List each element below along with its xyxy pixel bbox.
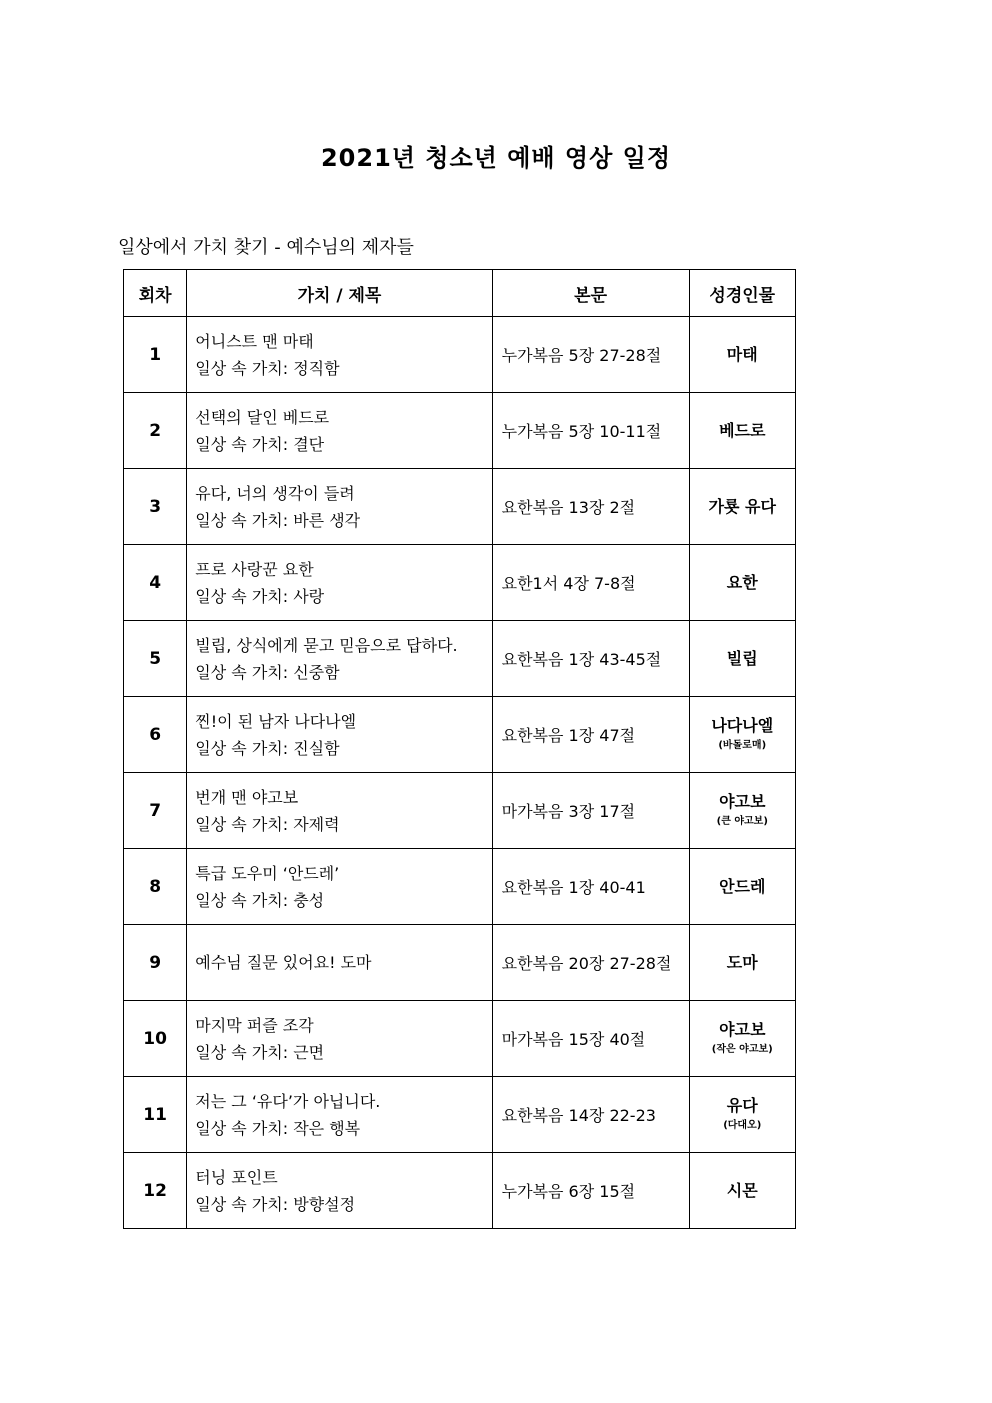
value-title-cell [187, 317, 492, 393]
episode-number: 9 [124, 925, 187, 1001]
bible-figure-name: 빌립 [726, 648, 758, 668]
episode-number: 4 [124, 545, 187, 621]
episode-number: 1 [124, 317, 187, 393]
scripture-reference: 요한복음 20장 27-28절 [492, 925, 689, 1001]
episode-number: 6 [124, 697, 187, 773]
value-title-cell [187, 545, 492, 621]
scripture-reference: 요한복음 1장 40-41 [492, 849, 689, 925]
bible-figure-cell [689, 1153, 795, 1229]
value-title-cell [187, 1077, 492, 1153]
value-title-cell [187, 393, 492, 469]
table-row [124, 1001, 796, 1077]
bible-figure-name: 야고보 [719, 791, 766, 811]
bible-figure-cell [689, 1001, 795, 1077]
table-row [124, 621, 796, 697]
episode-title: 프로 사랑꾼 요한 [195, 559, 314, 579]
bible-figure-cell [689, 469, 795, 545]
episode-title: 유다, 너의 생각이 들려 [195, 483, 355, 503]
value-title-cell [187, 621, 492, 697]
episode-value: 일상 속 가치: 정직함 [195, 358, 340, 378]
episode-number: 5 [124, 621, 187, 697]
page-title: 2021년 청소년 예배 영상 일정 [320, 144, 672, 172]
episode-number: 11 [124, 1077, 187, 1153]
episode-value: 일상 속 가치: 신중함 [195, 662, 340, 682]
table-row [124, 849, 796, 925]
episode-value: 일상 속 가치: 방향설정 [195, 1194, 356, 1214]
scripture-reference: 요한1서 4장 7-8절 [492, 545, 689, 621]
bible-figure-name: 야고보 [719, 1019, 766, 1039]
header-bible-figure: 성경인물 [689, 270, 795, 317]
bible-figure-cell [689, 545, 795, 621]
bible-figure-note: (작은 야고보) [711, 1043, 773, 1055]
schedule-table [123, 269, 796, 1229]
scripture-reference: 누가복음 6장 15절 [492, 1153, 689, 1229]
episode-value: 일상 속 가치: 충성 [195, 890, 325, 910]
episode-value: 일상 속 가치: 바른 생각 [195, 510, 361, 530]
episode-number: 2 [124, 393, 187, 469]
table-row [124, 1077, 796, 1153]
episode-title: 터닝 포인트 [195, 1167, 278, 1187]
table-row [124, 545, 796, 621]
bible-figure-name: 시몬 [726, 1180, 758, 1200]
episode-number: 8 [124, 849, 187, 925]
episode-value: 일상 속 가치: 작은 행복 [195, 1118, 361, 1138]
scripture-reference: 마가복음 15장 40절 [492, 1001, 689, 1077]
scripture-reference: 요한복음 14장 22-23 [492, 1077, 689, 1153]
table-row [124, 469, 796, 545]
bible-figure-cell [689, 1077, 795, 1153]
episode-title: 마지막 퍼즐 조각 [195, 1015, 314, 1035]
bible-figure-note: (바돌로매) [718, 739, 767, 751]
bible-figure-note: (다대오) [723, 1119, 762, 1131]
table-header-row [124, 270, 796, 317]
episode-title: 저는 그 ‘유다’가 아닙니다. [195, 1091, 381, 1111]
episode-title: 번개 맨 야고보 [195, 787, 299, 807]
table-row [124, 925, 796, 1001]
scripture-reference: 누가복음 5장 10-11절 [492, 393, 689, 469]
bible-figure-name: 베드로 [719, 420, 766, 440]
bible-figure-cell [689, 773, 795, 849]
bible-figure-name: 요한 [726, 572, 758, 592]
bible-figure-name: 마태 [726, 344, 758, 364]
section-subtitle: 일상에서 가치 찾기 - 예수님의 제자들 [118, 237, 414, 258]
episode-value: 일상 속 가치: 자제력 [195, 814, 340, 834]
value-title-cell [187, 697, 492, 773]
episode-title: 어니스트 맨 마태 [195, 331, 314, 351]
table-row [124, 393, 796, 469]
episode-title: 특급 도우미 ‘안드레’ [195, 863, 340, 883]
episode-number: 3 [124, 469, 187, 545]
scripture-reference: 요한복음 13장 2절 [492, 469, 689, 545]
bible-figure-note: (큰 야고보) [716, 815, 768, 827]
episode-value: 일상 속 가치: 사랑 [195, 586, 325, 606]
value-title-cell [187, 925, 492, 1001]
header-episode: 회차 [124, 270, 187, 317]
header-scripture: 본문 [492, 270, 689, 317]
bible-figure-cell [689, 697, 795, 773]
episode-number: 12 [124, 1153, 187, 1229]
value-title-cell [187, 1153, 492, 1229]
episode-value: 일상 속 가치: 결단 [195, 434, 325, 454]
episode-title: 선택의 달인 베드로 [195, 407, 330, 427]
episode-number: 7 [124, 773, 187, 849]
episode-value: 일상 속 가치: 진실함 [195, 738, 340, 758]
episode-title: 찐!이 된 남자 나다나엘 [195, 711, 357, 731]
scripture-reference: 요한복음 1장 43-45절 [492, 621, 689, 697]
bible-figure-name: 유다 [726, 1095, 758, 1115]
episode-number: 10 [124, 1001, 187, 1077]
scripture-reference: 요한복음 1장 47절 [492, 697, 689, 773]
header-value-title: 가치 / 제목 [187, 270, 492, 317]
table-row [124, 697, 796, 773]
scripture-reference: 마가복음 3장 17절 [492, 773, 689, 849]
episode-title: 예수님 질문 있어요! 도마 [195, 953, 372, 972]
bible-figure-cell [689, 849, 795, 925]
value-title-cell [187, 1001, 492, 1077]
bible-figure-name: 나다나엘 [711, 715, 774, 735]
bible-figure-name: 가룟 유다 [708, 496, 776, 516]
bible-figure-cell [689, 317, 795, 393]
value-title-cell [187, 849, 492, 925]
episode-title: 빌립, 상식에게 묻고 믿음으로 답하다. [195, 635, 458, 655]
value-title-cell [187, 469, 492, 545]
bible-figure-cell [689, 393, 795, 469]
bible-figure-name: 안드레 [719, 876, 766, 896]
table-row [124, 317, 796, 393]
table-row [124, 1153, 796, 1229]
episode-value: 일상 속 가치: 근면 [195, 1042, 325, 1062]
bible-figure-cell [689, 925, 795, 1001]
value-title-cell [187, 773, 492, 849]
table-row [124, 773, 796, 849]
bible-figure-name: 도마 [726, 952, 758, 972]
bible-figure-cell [689, 621, 795, 697]
scripture-reference: 누가복음 5장 27-28절 [492, 317, 689, 393]
